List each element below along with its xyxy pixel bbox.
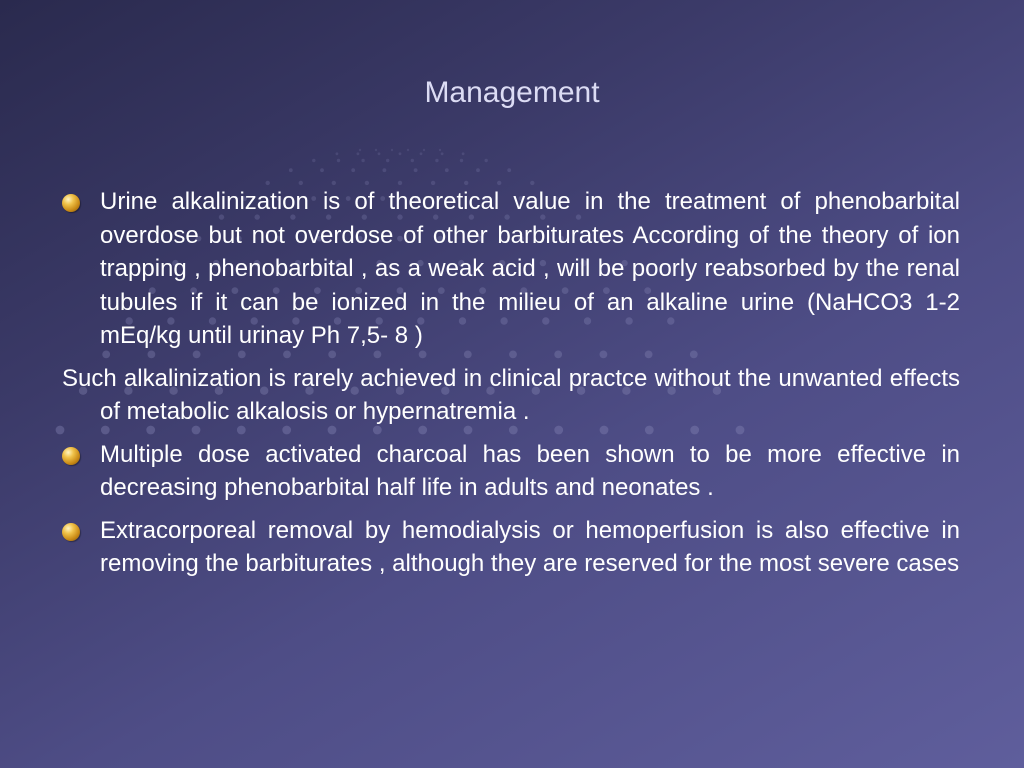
decorative-dot bbox=[337, 159, 340, 162]
decorative-dot bbox=[485, 159, 488, 162]
bullet-paragraph-activated-charcoal bbox=[62, 438, 960, 505]
decorative-dot bbox=[441, 152, 444, 155]
decorative-dot bbox=[375, 149, 377, 151]
decorative-dot bbox=[414, 168, 418, 172]
gold-sphere-bullet-icon bbox=[62, 523, 80, 541]
decorative-dot bbox=[407, 149, 409, 151]
decorative-dot bbox=[320, 168, 324, 172]
decorative-dot bbox=[351, 168, 355, 172]
decorative-dot bbox=[411, 159, 414, 162]
decorative-dot bbox=[378, 152, 381, 155]
decorative-dot bbox=[391, 149, 393, 151]
decorative-dot bbox=[435, 159, 438, 162]
decorative-dot bbox=[359, 149, 361, 151]
gold-sphere-bullet-icon bbox=[62, 447, 80, 465]
paragraph-text: Extracorporeal removal by hemodialysis or hemoperfusion is also effective in removing the barbiturates , although they are reserved for the most severe cases bbox=[100, 516, 960, 577]
decorative-dot bbox=[462, 152, 465, 155]
paragraph-text: Urine alkalinization is of theoretical value in the treatment of phenobarbital overdose but not overdose of other barbiturates According of the theory of ion trapping , phenobarbital , as a weak acid , will be poorly reabsorbed by the renal tubules if it can be ionized in the milieu of an alkaline urine (NaHCO3 1-2 mEq/kg until urinay Ph 7,5- 8 ) bbox=[100, 188, 960, 349]
decorative-dot bbox=[476, 168, 480, 172]
bullet-paragraph-urine-alkalinization bbox=[62, 185, 960, 353]
decorative-dot bbox=[423, 149, 425, 151]
decorative-dot bbox=[289, 168, 293, 172]
paragraph-text: Multiple dose activated charcoal has been shown to be more effective in decreasing phenobarbital half life in adults and neonates . bbox=[100, 440, 960, 501]
decorative-dot bbox=[361, 159, 364, 162]
slide-title: Management bbox=[424, 76, 600, 109]
paragraph-text: Such alkalinization is rarely achieved in clinical practce without the unwanted effects of metabolic alkalosis or hypernatremia . bbox=[62, 364, 960, 425]
decorative-dot bbox=[439, 149, 441, 151]
decorative-dot bbox=[383, 168, 387, 172]
decorative-dot bbox=[312, 159, 315, 162]
paragraph-alkalinization-effects bbox=[62, 362, 960, 429]
decorative-dot bbox=[507, 168, 511, 172]
slide-content bbox=[62, 185, 960, 590]
bullet-paragraph-extracorporeal-removal bbox=[62, 514, 960, 581]
gold-sphere-bullet-icon bbox=[62, 194, 80, 212]
decorative-dot bbox=[357, 152, 360, 155]
decorative-dot bbox=[386, 159, 389, 162]
decorative-dot bbox=[336, 152, 339, 155]
decorative-dot bbox=[460, 159, 463, 162]
decorative-dot bbox=[399, 152, 402, 155]
decorative-dot bbox=[420, 152, 423, 155]
decorative-dot bbox=[445, 168, 449, 172]
